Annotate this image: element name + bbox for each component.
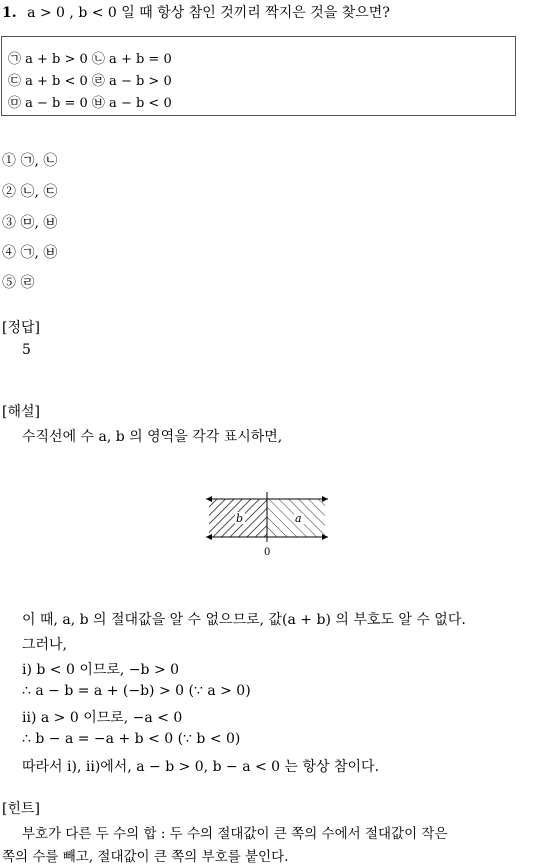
hint-line: 부호가 다른 두 수의 합 : 두 수의 절대값이 큰 쪽의 수에서 절대값이 작은: [22, 826, 448, 842]
choice-2[interactable]: ② ㉡, ㉢: [2, 184, 58, 200]
explanation-line: ∴ b − a = −a + b < 0 (∵ b < 0): [22, 731, 241, 747]
explanation-line: ii) a > 0 이므로, −a < 0: [22, 710, 183, 726]
question: [2, 2, 390, 22]
explanation-line: 그러나,: [22, 637, 68, 653]
number-line-diagram: [200, 490, 335, 560]
hint-line: 쪽의 수를 빼고, 절대값이 큰 쪽의 부호를 붙인다.: [2, 849, 289, 865]
statement-box: [1, 36, 516, 116]
statement-line: ㉤ a − b = 0 ㉥ a − b < 0: [8, 96, 172, 111]
hint-heading: [힌트]: [2, 801, 40, 817]
explanation-line: ∴ a − b = a + (−b) > 0 (∵ a > 0): [22, 683, 251, 699]
question-text: a > 0 , b < 0 일 때 항상 참인 것끼리 짝지은 것을 찾으면?: [27, 5, 390, 21]
statement-line: ㉢ a + b < 0 ㉣ a − b > 0: [8, 74, 172, 89]
explanation-line: 이 때, a, b 의 절대값을 알 수 없으므로, 값(a + b) 의 부호도 알 수 없다.: [22, 612, 466, 628]
explanation-line: 따라서 i), ii)에서, a − b > 0, b − a < 0 는 항상 참이다.: [22, 759, 380, 775]
choice-4[interactable]: ④ ㉠, ㉥: [2, 245, 58, 261]
answer-heading: [정답]: [2, 320, 40, 336]
explanation-heading: [해설]: [2, 404, 40, 420]
label-b: b: [236, 512, 244, 525]
choice-5[interactable]: ⑤ ㉣: [2, 275, 35, 291]
answer-value: 5: [22, 342, 31, 358]
explanation-intro: 수직선에 수 a, b 의 영역을 각각 표시하면,: [22, 429, 283, 445]
label-zero: 0: [264, 547, 271, 558]
statement-line: ㉠ a + b > 0 ㉡ a + b = 0: [8, 52, 172, 67]
choice-1[interactable]: ① ㉠, ㉡: [2, 153, 58, 169]
choice-3[interactable]: ③ ㉤, ㉥: [2, 215, 58, 231]
label-a: a: [295, 512, 302, 525]
explanation-line: i) b < 0 이므로, −b > 0: [22, 662, 180, 678]
question-number: 1.: [2, 5, 17, 21]
